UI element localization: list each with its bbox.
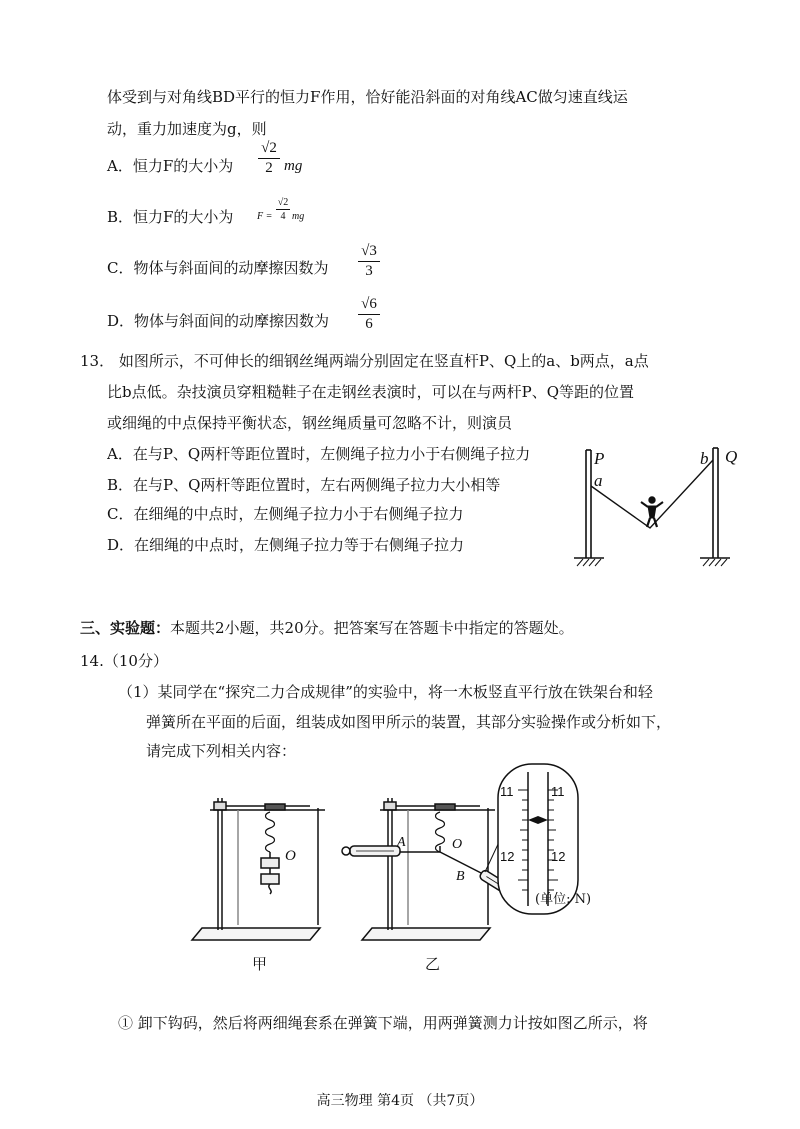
q12-option-a-fraction bbox=[258, 140, 280, 177]
q13-option-b: B．在与P、Q两杆等距位置时，左右两侧绳子拉力大小相等 bbox=[107, 476, 501, 494]
section-heading-title: 三、实验题： bbox=[80, 619, 171, 637]
fraction-denominator: 6 bbox=[365, 316, 373, 332]
caption-yi: 乙 bbox=[425, 955, 441, 973]
scale-label-12-left: 12 bbox=[500, 849, 515, 864]
q12-option-b-text: B．恒力F的大小为 bbox=[107, 208, 234, 226]
q13-option-d: D．在细绳的中点时，左侧绳子拉力等于右侧绳子拉力 bbox=[107, 536, 465, 554]
q14-step1: ① 卸下钩码，然后将两细绳套系在弹簧下端，用两弹簧测力计按如图乙所示，将 bbox=[118, 1014, 648, 1032]
q14-part1-line2: 弹簧所在平面的后面，组装成如图甲所示的装置，其部分实验操作或分析如下， bbox=[146, 713, 672, 731]
q12-option-d bbox=[107, 310, 329, 332]
q12-option-b-lhs: F = bbox=[257, 211, 273, 222]
q12-option-d-text: D．物体与斜面间的动摩擦因数为 bbox=[107, 312, 330, 330]
q12-option-a bbox=[107, 155, 233, 177]
q12-option-c bbox=[107, 257, 328, 279]
label-q: Q bbox=[725, 447, 738, 466]
q12-line1: 体受到与对角线BD平行的恒力F作用，恰好能沿斜面的对角线AC做匀速直线运 bbox=[107, 88, 628, 106]
q12-option-a-unit: mg bbox=[284, 158, 303, 174]
page-footer: 高三物理 第4页 （共7页） bbox=[316, 1093, 484, 1109]
unit-label: (单位: N) bbox=[535, 892, 592, 907]
q13-option-a: A．在与P、Q两杆等距位置时，左侧绳子拉力小于右侧绳子拉力 bbox=[107, 445, 531, 463]
label-b: b bbox=[700, 449, 709, 468]
q13-line2: 比b点低。杂技演员穿粗糙鞋子在走钢丝表演时，可以在与两杆P、Q等距的位置 bbox=[107, 383, 634, 401]
q14-part1-line1: （1）某同学在“探究二力合成规律”的实验中，将一木板竖直平行放在铁架台和轻 bbox=[118, 683, 653, 701]
performer-icon bbox=[641, 497, 663, 527]
label-a: a bbox=[594, 471, 603, 490]
q12-option-c-text: C．物体与斜面间的动摩擦因数为 bbox=[107, 259, 329, 277]
q12-line2: 动，重力加速度为g，则 bbox=[107, 120, 267, 138]
q12-option-a-text: A．恒力F的大小为 bbox=[107, 157, 234, 175]
q14-header: 14.（10分） bbox=[80, 652, 168, 670]
scale-label-11-left: 11 bbox=[500, 784, 514, 799]
fraction-numerator: √2 bbox=[261, 140, 277, 156]
q12-option-b bbox=[107, 206, 233, 228]
label-o-yi: O bbox=[452, 837, 463, 852]
section-heading-text: 本题共2小题，共20分。把答案写在答题卡中指定的答题处。 bbox=[170, 619, 574, 637]
label-o-jia: O bbox=[285, 848, 296, 864]
q13-line3: 或细绳的中点保持平衡状态，钢丝绳质量可忽略不计，则演员 bbox=[107, 414, 513, 432]
q12-option-d-fraction bbox=[358, 296, 380, 333]
q12-option-c-fraction bbox=[358, 243, 380, 280]
fraction-numerator: √2 bbox=[277, 197, 289, 208]
q13-option-c: C．在细绳的中点时，左侧绳子拉力小于右侧绳子拉力 bbox=[107, 505, 464, 523]
fraction-denominator: 4 bbox=[280, 211, 286, 222]
label-p: P bbox=[594, 449, 605, 468]
scale-label-12-right: 12 bbox=[551, 849, 566, 864]
q12-option-b-unit: mg bbox=[292, 211, 305, 222]
q12-option-b-fraction bbox=[276, 197, 290, 222]
label-b-yi: B bbox=[456, 869, 465, 884]
fraction-denominator: 2 bbox=[265, 160, 273, 176]
q14-part1-line3: 请完成下列相关内容： bbox=[146, 742, 297, 760]
fraction-denominator: 3 bbox=[365, 263, 373, 279]
fraction-numerator: √3 bbox=[361, 243, 377, 259]
fraction-numerator: √6 bbox=[361, 296, 377, 312]
label-a-yi: A bbox=[397, 835, 406, 850]
section-heading bbox=[80, 617, 574, 639]
caption-jia: 甲 bbox=[252, 955, 268, 973]
apparatus-jia bbox=[190, 790, 340, 950]
scale-label-11-right: 11 bbox=[551, 784, 565, 799]
q13-line1: 13． 如图所示，不可伸长的细钢丝绳两端分别固定在竖直杆P、Q上的a、b两点，a点 bbox=[80, 352, 649, 370]
